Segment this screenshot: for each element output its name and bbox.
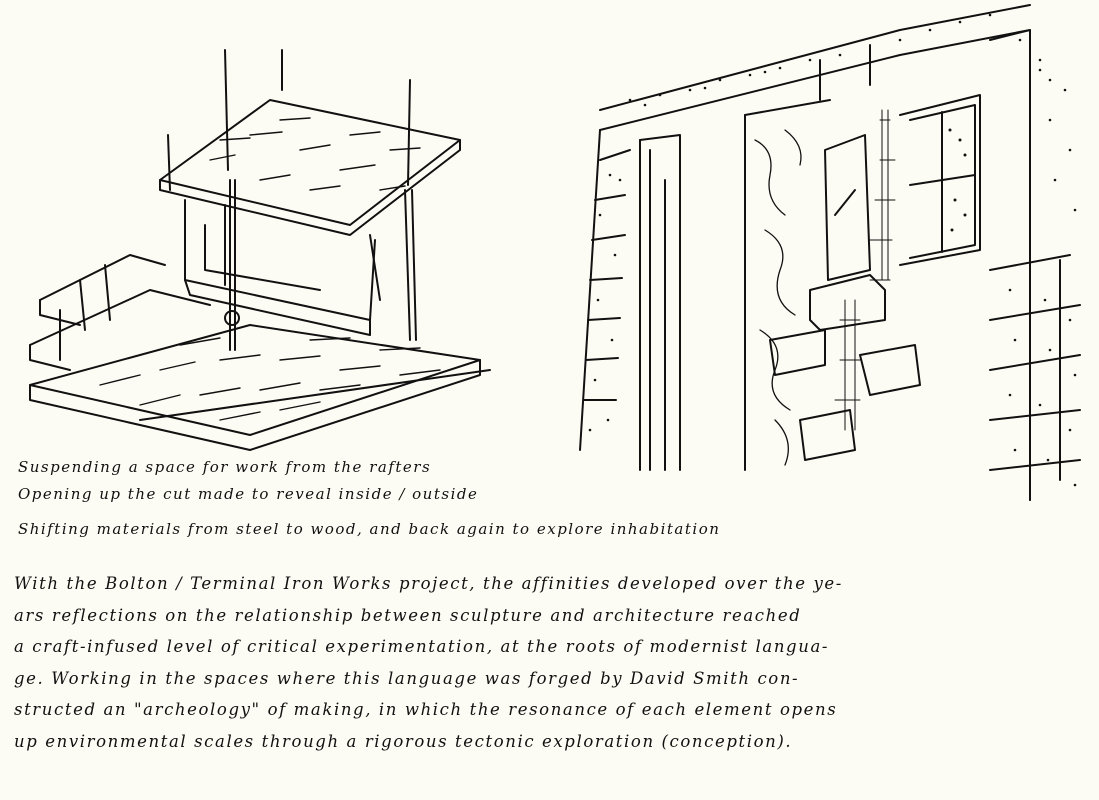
paragraph-line: ars reflections on the relationship between sculpture and architecture reached [14,605,802,625]
paragraph-line: up environmental scales through a rigorous tectonic exploration (conception). [14,731,793,751]
caption-line-2: Opening up the cut made to reveal inside / outside [18,485,479,503]
caption-line-3: Shifting materials from steel to wood, and back again to explore inhabitation [18,520,721,538]
suspended-frame-sketch-icon [20,40,500,460]
paragraph-line: a craft-infused level of critical experimentation, at the roots of modernist langua- [14,637,830,656]
body-paragraph [14,568,1089,757]
paragraph-line: ge. Working in the spaces where this language was forged by David Smith con- [14,668,800,688]
doorway-window-sketch-icon [570,0,1099,520]
paragraph-line: With the Bolton / Terminal Iron Works project, the affinities developed over the ye- [14,574,843,593]
paragraph-line: structed an "archeology" of making, in which the resonance of each element opens [14,700,838,719]
caption-line-1: Suspending a space for work from the rafters [18,458,432,476]
